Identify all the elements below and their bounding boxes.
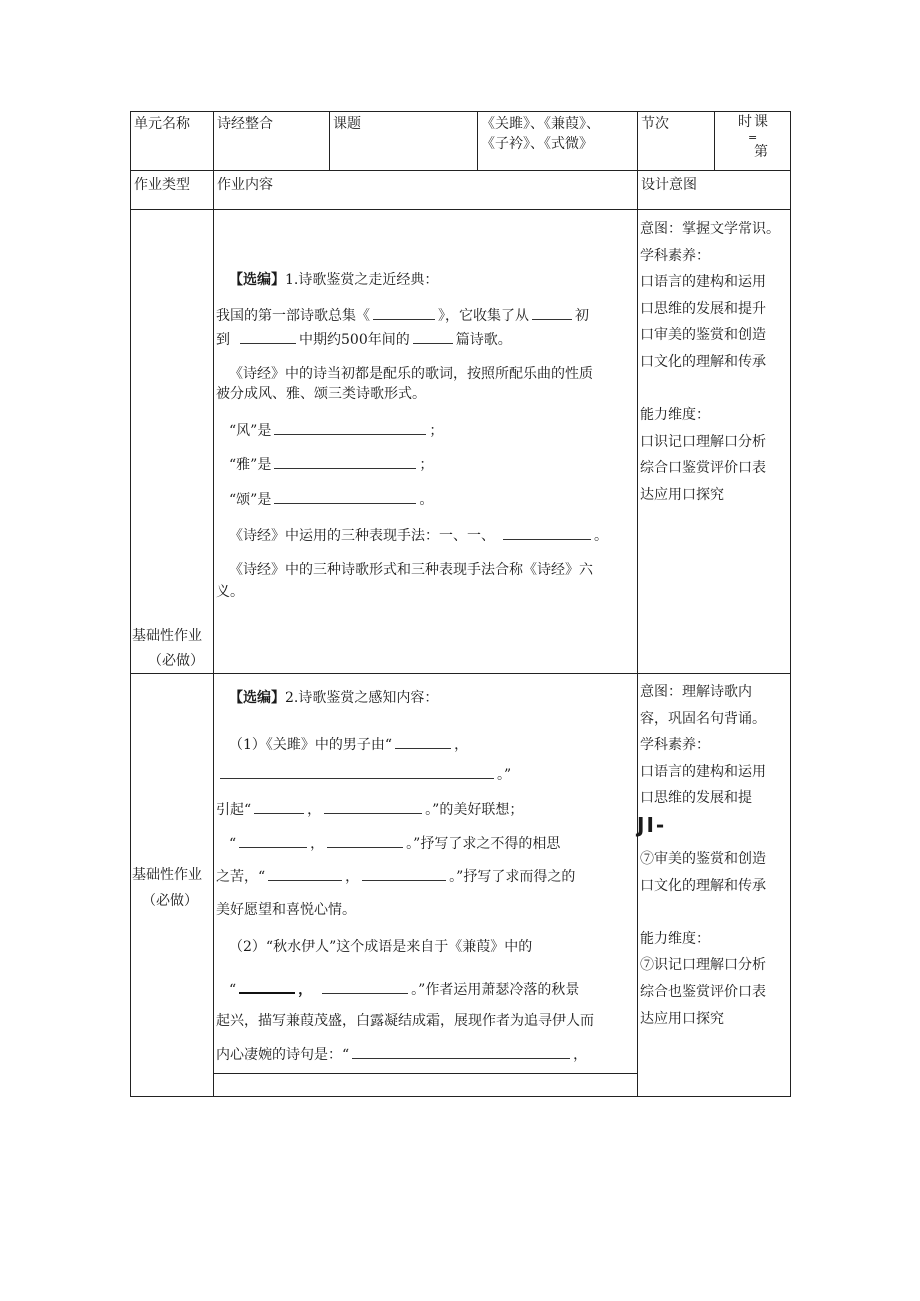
answer-blank — [239, 978, 295, 994]
answer-blank — [268, 866, 342, 881]
q2-line3 — [216, 799, 523, 820]
answer-blank-from — [532, 305, 572, 320]
inner-row-divider — [213, 1073, 638, 1074]
text-span: （1）《关雎》中的男子由“ — [229, 737, 393, 753]
intent-line: 意图：理解诗歌内 — [640, 684, 752, 700]
text-span: “ — [229, 836, 237, 852]
question1-title: 1.诗歌鉴赏之走近经典： — [285, 272, 439, 288]
col-divider-type — [213, 111, 214, 1097]
intent-spacer — [640, 899, 790, 926]
text-span: 。”作者运用萧瑟冷落的秋景 — [411, 982, 580, 998]
q2-line5 — [216, 866, 575, 887]
answer-blank-to — [240, 329, 296, 344]
answer-blank-song — [274, 489, 416, 504]
intent-line: ⑦审美的鉴赏和创造 — [640, 850, 766, 867]
intent-line: 综合也鉴赏评价口表 — [640, 983, 766, 1000]
table-border-right — [790, 111, 791, 1097]
text-span: ； — [419, 457, 434, 473]
answer-blank-feng — [274, 420, 426, 435]
homework-content-label: 作业内容 — [217, 177, 273, 193]
intent-line: 综合口鉴赏评价口表 — [640, 460, 766, 477]
table-border-left — [130, 111, 131, 1097]
text-span: ， — [345, 869, 360, 885]
intent-line: 口文化的理解和传承 — [640, 353, 766, 370]
row-divider-1 — [130, 170, 791, 171]
intent-line: 口语言的建构和运用 — [640, 763, 766, 780]
question2-title: 2.诗歌鉴赏之感知内容： — [285, 690, 439, 706]
techniques-line — [229, 525, 608, 546]
answer-blank — [362, 866, 446, 881]
q2-line6: 美好愿望和喜悦心情。 — [216, 902, 356, 918]
text-span: ， — [454, 737, 469, 753]
intent-line: 口思维的发展和提升 — [640, 300, 766, 317]
text-span: 。 — [594, 528, 608, 544]
unit-name-value: 诗经整合 — [217, 116, 273, 132]
table-border-top — [130, 111, 791, 112]
answer-blank-ya — [274, 454, 416, 469]
feng-line — [229, 420, 443, 441]
section2-type-line1: 基础性作业 — [132, 867, 202, 883]
table-border-bottom — [130, 1096, 791, 1097]
answer-blank-count — [413, 329, 453, 344]
text-span: ， — [573, 1047, 588, 1063]
text-span: 到 — [216, 332, 230, 348]
intent-spacer — [640, 376, 790, 403]
question1-para1-line1 — [216, 305, 589, 326]
text-span: 引起“ — [216, 802, 252, 818]
intent-line: 学科素养： — [640, 737, 710, 754]
intent-line: 口语言的建构和运用 — [640, 274, 766, 291]
section1-intent — [640, 216, 790, 509]
text-span: 。”抒写了求之不得的相思 — [406, 836, 561, 852]
section1-type-line2: （必做） — [148, 653, 204, 669]
ocr-artifact-mark: JI- — [637, 813, 667, 837]
answer-blank — [239, 833, 307, 848]
question2-tag: 【选编】 — [229, 690, 285, 706]
intent-line: 口审美的鉴赏和创造 — [640, 327, 766, 344]
text-span: ， — [307, 802, 322, 818]
text-span: 篇诗歌。 — [455, 332, 512, 348]
intent-line: 口思维的发展和提 — [640, 790, 752, 807]
intent-line: 口识记口理解口分析 — [640, 433, 766, 450]
unit-name-label: 单元名称 — [134, 116, 190, 132]
question1-tag: 【选编】 — [229, 272, 285, 288]
text-span: “雅”是 — [229, 457, 272, 473]
answer-blank — [395, 734, 451, 749]
col-divider-topic-value — [477, 111, 478, 171]
six-principles-line2: 义。 — [216, 584, 244, 600]
answer-blank — [324, 799, 422, 814]
text-span: ， — [298, 982, 313, 998]
q2-line4 — [229, 833, 560, 854]
text-span: 。”的美好联想； — [425, 802, 524, 818]
answer-blank — [352, 1044, 570, 1059]
intent-line: 容，巩固名句背诵。 — [640, 710, 766, 727]
question1-para2-line1: 《诗经》中的诗当初都是配乐的歌词，按照所配乐曲的性质 — [229, 366, 593, 382]
intent-line: 能力维度： — [640, 407, 710, 424]
six-principles-line1: 《诗经》中的三种诗歌形式和三种表现手法合称《诗经》六 — [229, 562, 593, 578]
text-span: 。”抒写了求而得之的 — [449, 869, 576, 885]
topic-label: 课题 — [333, 116, 361, 132]
homework-type-label: 作业类型 — [134, 177, 190, 193]
intent-line: 口文化的理解和传承 — [640, 877, 766, 894]
text-span: 之苦，“ — [216, 869, 266, 885]
intent-line: 达应用口探究 — [640, 486, 724, 503]
answer-blank — [220, 764, 494, 779]
q2-line2 — [216, 764, 511, 785]
row-divider-3 — [130, 673, 791, 674]
q2-line9: 起兴，描写兼葭茂盛，白露凝结成霜，展现作者为追寻伊人而 — [216, 1013, 594, 1029]
text-span: “ — [229, 982, 237, 998]
answer-blank — [254, 799, 304, 814]
question1-para2-line2: 被分成风、雅、颂三类诗歌形式。 — [216, 386, 426, 402]
intent-line: 意图：掌握文学常识。 — [640, 221, 780, 237]
q2-line8 — [229, 978, 579, 1000]
session-label: 节次 — [641, 116, 669, 132]
intent-line: 能力维度： — [640, 930, 710, 947]
text-span: “颂”是 — [229, 492, 272, 508]
section2-intent — [640, 679, 790, 1032]
topic-value-line1: 《关雎》、《兼葭》、 — [481, 116, 600, 132]
text-span: 中期约500年间的 — [299, 332, 410, 348]
col-divider-hours — [714, 111, 715, 171]
ya-line — [229, 454, 433, 475]
answer-blank — [327, 833, 403, 848]
col-divider-intent — [637, 111, 638, 1097]
text-span: 。” — [497, 767, 512, 783]
answer-blank-collection — [373, 305, 435, 320]
intent-line: 达应用口探究 — [640, 1010, 724, 1027]
question1-heading — [229, 270, 438, 290]
design-intent-label: 设计意图 — [641, 177, 697, 193]
question1-para1-line2 — [216, 329, 512, 350]
intent-line: 学科素养： — [640, 247, 710, 264]
text-span: 《诗经》中运用的三种表现手法：一、一、 — [229, 528, 495, 544]
col-divider-topic — [329, 111, 330, 171]
text-span: “风”是 — [229, 423, 272, 439]
song-line — [229, 489, 433, 510]
hours-label-line2: = — [748, 131, 758, 144]
section2-type-line2: （必做） — [142, 893, 198, 909]
text-span: ； — [429, 423, 444, 439]
hours-label-line1: 时课 — [738, 114, 770, 130]
text-span: 。 — [419, 492, 434, 508]
q2-line1 — [229, 734, 468, 755]
text-span: 内心凄婉的诗句是：“ — [216, 1047, 350, 1063]
question2-heading — [229, 688, 438, 708]
text-span: 初 — [575, 308, 589, 324]
answer-blank — [322, 979, 408, 994]
topic-value-line2: 《子衿》、《式微》 — [481, 136, 593, 152]
section1-type-line1: 基础性作业 — [132, 628, 202, 644]
hours-label-line3: 第 — [754, 144, 768, 160]
q2-line10 — [216, 1044, 587, 1065]
answer-blank-technique — [503, 525, 591, 540]
text-span: 》，它收集了从 — [438, 308, 529, 324]
text-span: ， — [310, 836, 325, 852]
intent-line: ⑦识记口理解口分析 — [640, 957, 766, 974]
text-span: 我国的第一部诗歌总集《 — [216, 308, 370, 324]
row-divider-2 — [130, 209, 791, 210]
q2-line7: （2）“秋水伊人”这个成语是来自于《兼葭》中的 — [229, 939, 533, 955]
